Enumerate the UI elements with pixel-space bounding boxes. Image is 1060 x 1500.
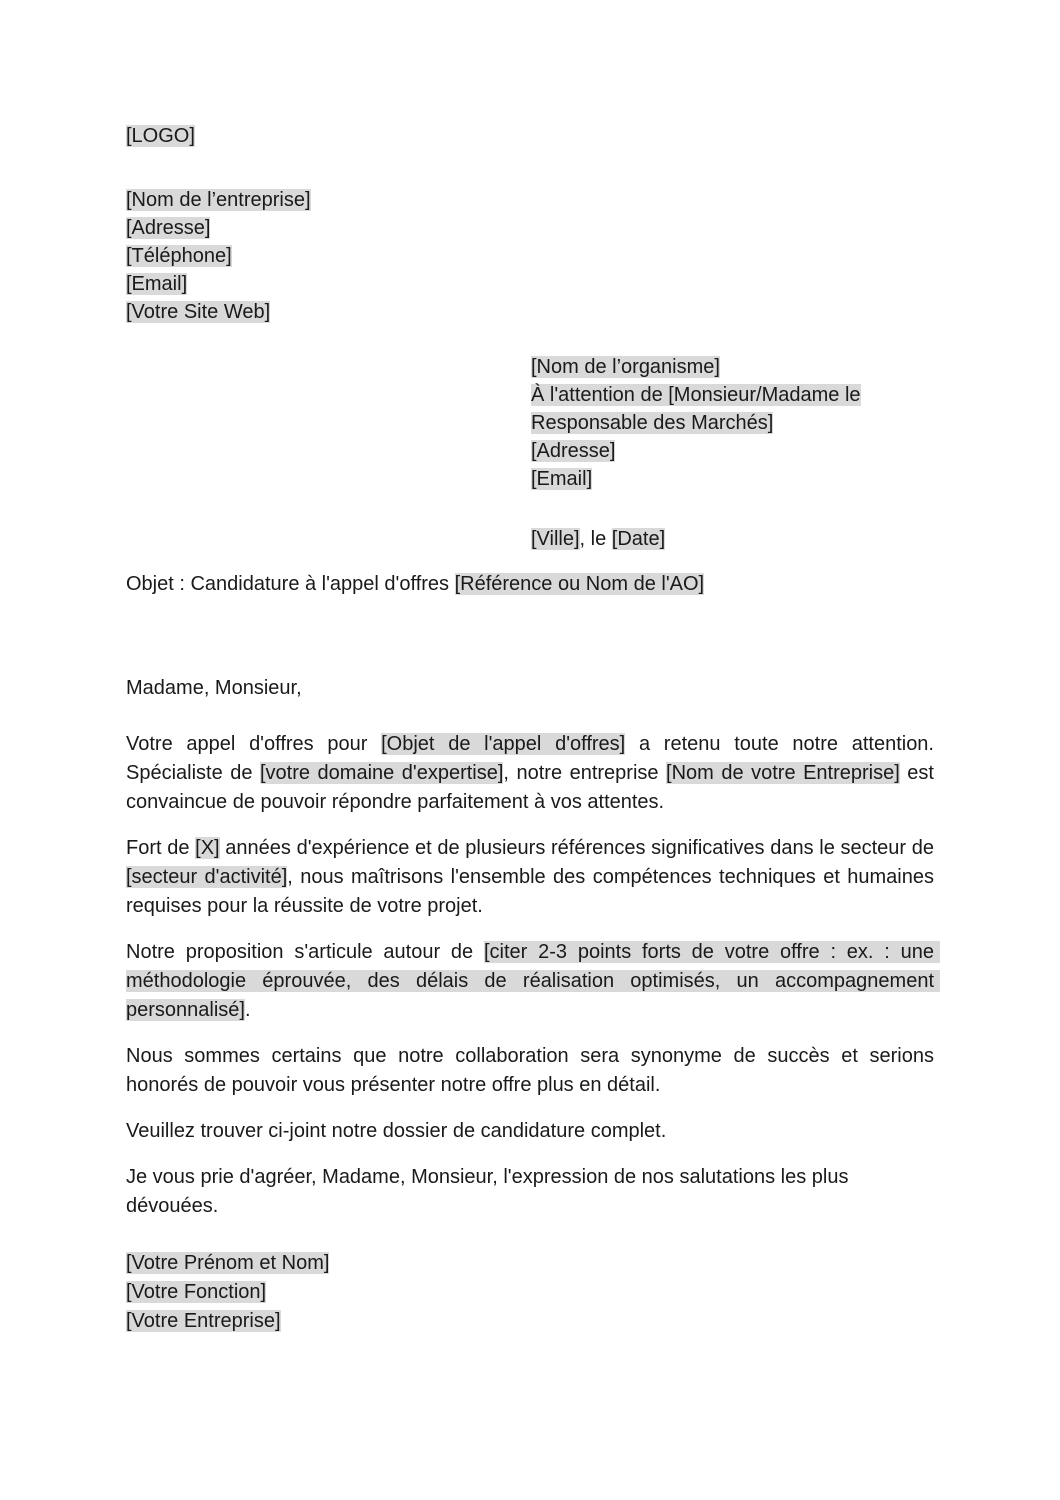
placeholder-highlight: [Nom de l’organisme] xyxy=(531,356,720,378)
recipient-attention-line-2 xyxy=(531,409,941,437)
recipient-address-block xyxy=(531,353,941,493)
text-run: Objet : Candidature à l'appel d'offres xyxy=(126,573,455,595)
sender-address xyxy=(126,214,934,242)
text-run: a retenu toute notre attention. Spécialiste de xyxy=(126,733,940,784)
signature-name xyxy=(126,1249,934,1278)
subject-line xyxy=(126,570,934,598)
text-run: Fort de xyxy=(126,837,196,859)
placeholder-highlight: [X] xyxy=(195,837,220,859)
placeholder-highlight: [Date] xyxy=(611,528,666,550)
placeholder-highlight: [Nom de l’entreprise] xyxy=(126,189,311,211)
text-run: , le xyxy=(579,528,612,550)
text-run: Notre proposition s'articule autour de xyxy=(126,941,484,963)
sender-email xyxy=(126,270,934,298)
text-run: Votre appel d'offres pour xyxy=(126,733,382,755)
sender-address-block xyxy=(126,186,934,326)
signature-company xyxy=(126,1307,934,1336)
placeholder-highlight: À l'attention de [Monsieur/Madame le xyxy=(531,384,861,406)
placeholder-highlight: [Votre Site Web] xyxy=(126,301,271,323)
sender-company-name xyxy=(126,186,934,214)
placeholder-highlight: [Votre Prénom et Nom] xyxy=(126,1252,330,1274)
signature-block xyxy=(126,1249,934,1336)
text-run: Je vous prie d'agréer, Madame, Monsieur, l'expression de nos salutations les plus dévouées. xyxy=(126,1166,855,1217)
placeholder-highlight: [Adresse] xyxy=(126,217,211,239)
sender-phone xyxy=(126,242,934,270)
placeholder-highlight: [secteur d'activité] xyxy=(126,866,288,888)
body-paragraph xyxy=(126,1117,934,1146)
recipient-attention-line-1 xyxy=(531,381,941,409)
text-run: Veuillez trouver ci-joint notre dossier de candidature complet. xyxy=(126,1120,667,1142)
placeholder-highlight: [Nom de votre Entreprise] xyxy=(666,762,900,784)
placeholder-highlight: [Votre Entreprise] xyxy=(126,1310,281,1332)
sender-website xyxy=(126,298,934,326)
placeholder-highlight: [Référence ou Nom de l'AO] xyxy=(454,573,705,595)
text-run: années d'expérience et de plusieurs références significatives dans le secteur de xyxy=(219,837,940,859)
body-paragraph xyxy=(126,730,940,817)
text-run: , nous maîtrisons l'ensemble des compétences techniques et humaines requises pour la réussite de votre projet. xyxy=(126,866,940,917)
placeholder-highlight: [Téléphone] xyxy=(126,245,232,267)
recipient-organization xyxy=(531,353,941,381)
salutation xyxy=(126,674,934,702)
placeholder-highlight: [Email] xyxy=(126,273,188,295)
recipient-address xyxy=(531,437,941,465)
placeholder-highlight: [citer 2-3 points forts de votre offre : ex. : une méthodologie éprouvée, des délais de réalisation optimisés, un accompagnement personnalisé] xyxy=(126,941,940,1021)
placeholder-highlight: [votre domaine d'expertise] xyxy=(260,762,504,784)
body-paragraph xyxy=(126,834,940,921)
signature-title xyxy=(126,1278,934,1307)
placeholder-highlight: [Adresse] xyxy=(531,440,616,462)
placeholder-highlight: [LOGO] xyxy=(126,125,195,147)
placeholder-highlight: [Votre Fonction] xyxy=(126,1281,267,1303)
text-run: Nous sommes certains que notre collaboration sera synonyme de succès et serions honorés de pouvoir vous présenter notre offre plus en détail. xyxy=(126,1045,940,1096)
text-run: est convaincue de pouvoir répondre parfaitement à vos attentes. xyxy=(126,762,940,813)
city-date-line xyxy=(531,525,934,553)
placeholder-highlight: [Email] xyxy=(531,468,593,490)
recipient-email xyxy=(531,465,941,493)
text-run: , notre entreprise xyxy=(503,762,667,784)
text-run: . xyxy=(244,999,251,1021)
placeholder-highlight: Responsable des Marchés] xyxy=(531,412,774,434)
letter-body xyxy=(126,730,940,1221)
placeholder-highlight: [Objet de l'appel d'offres] xyxy=(381,733,626,755)
body-paragraph xyxy=(126,938,940,1025)
text-run: Madame, Monsieur, xyxy=(126,677,302,699)
logo-placeholder xyxy=(126,122,934,150)
body-paragraph xyxy=(126,1042,940,1100)
body-paragraph xyxy=(126,1163,934,1221)
placeholder-highlight: [Ville] xyxy=(531,528,580,550)
